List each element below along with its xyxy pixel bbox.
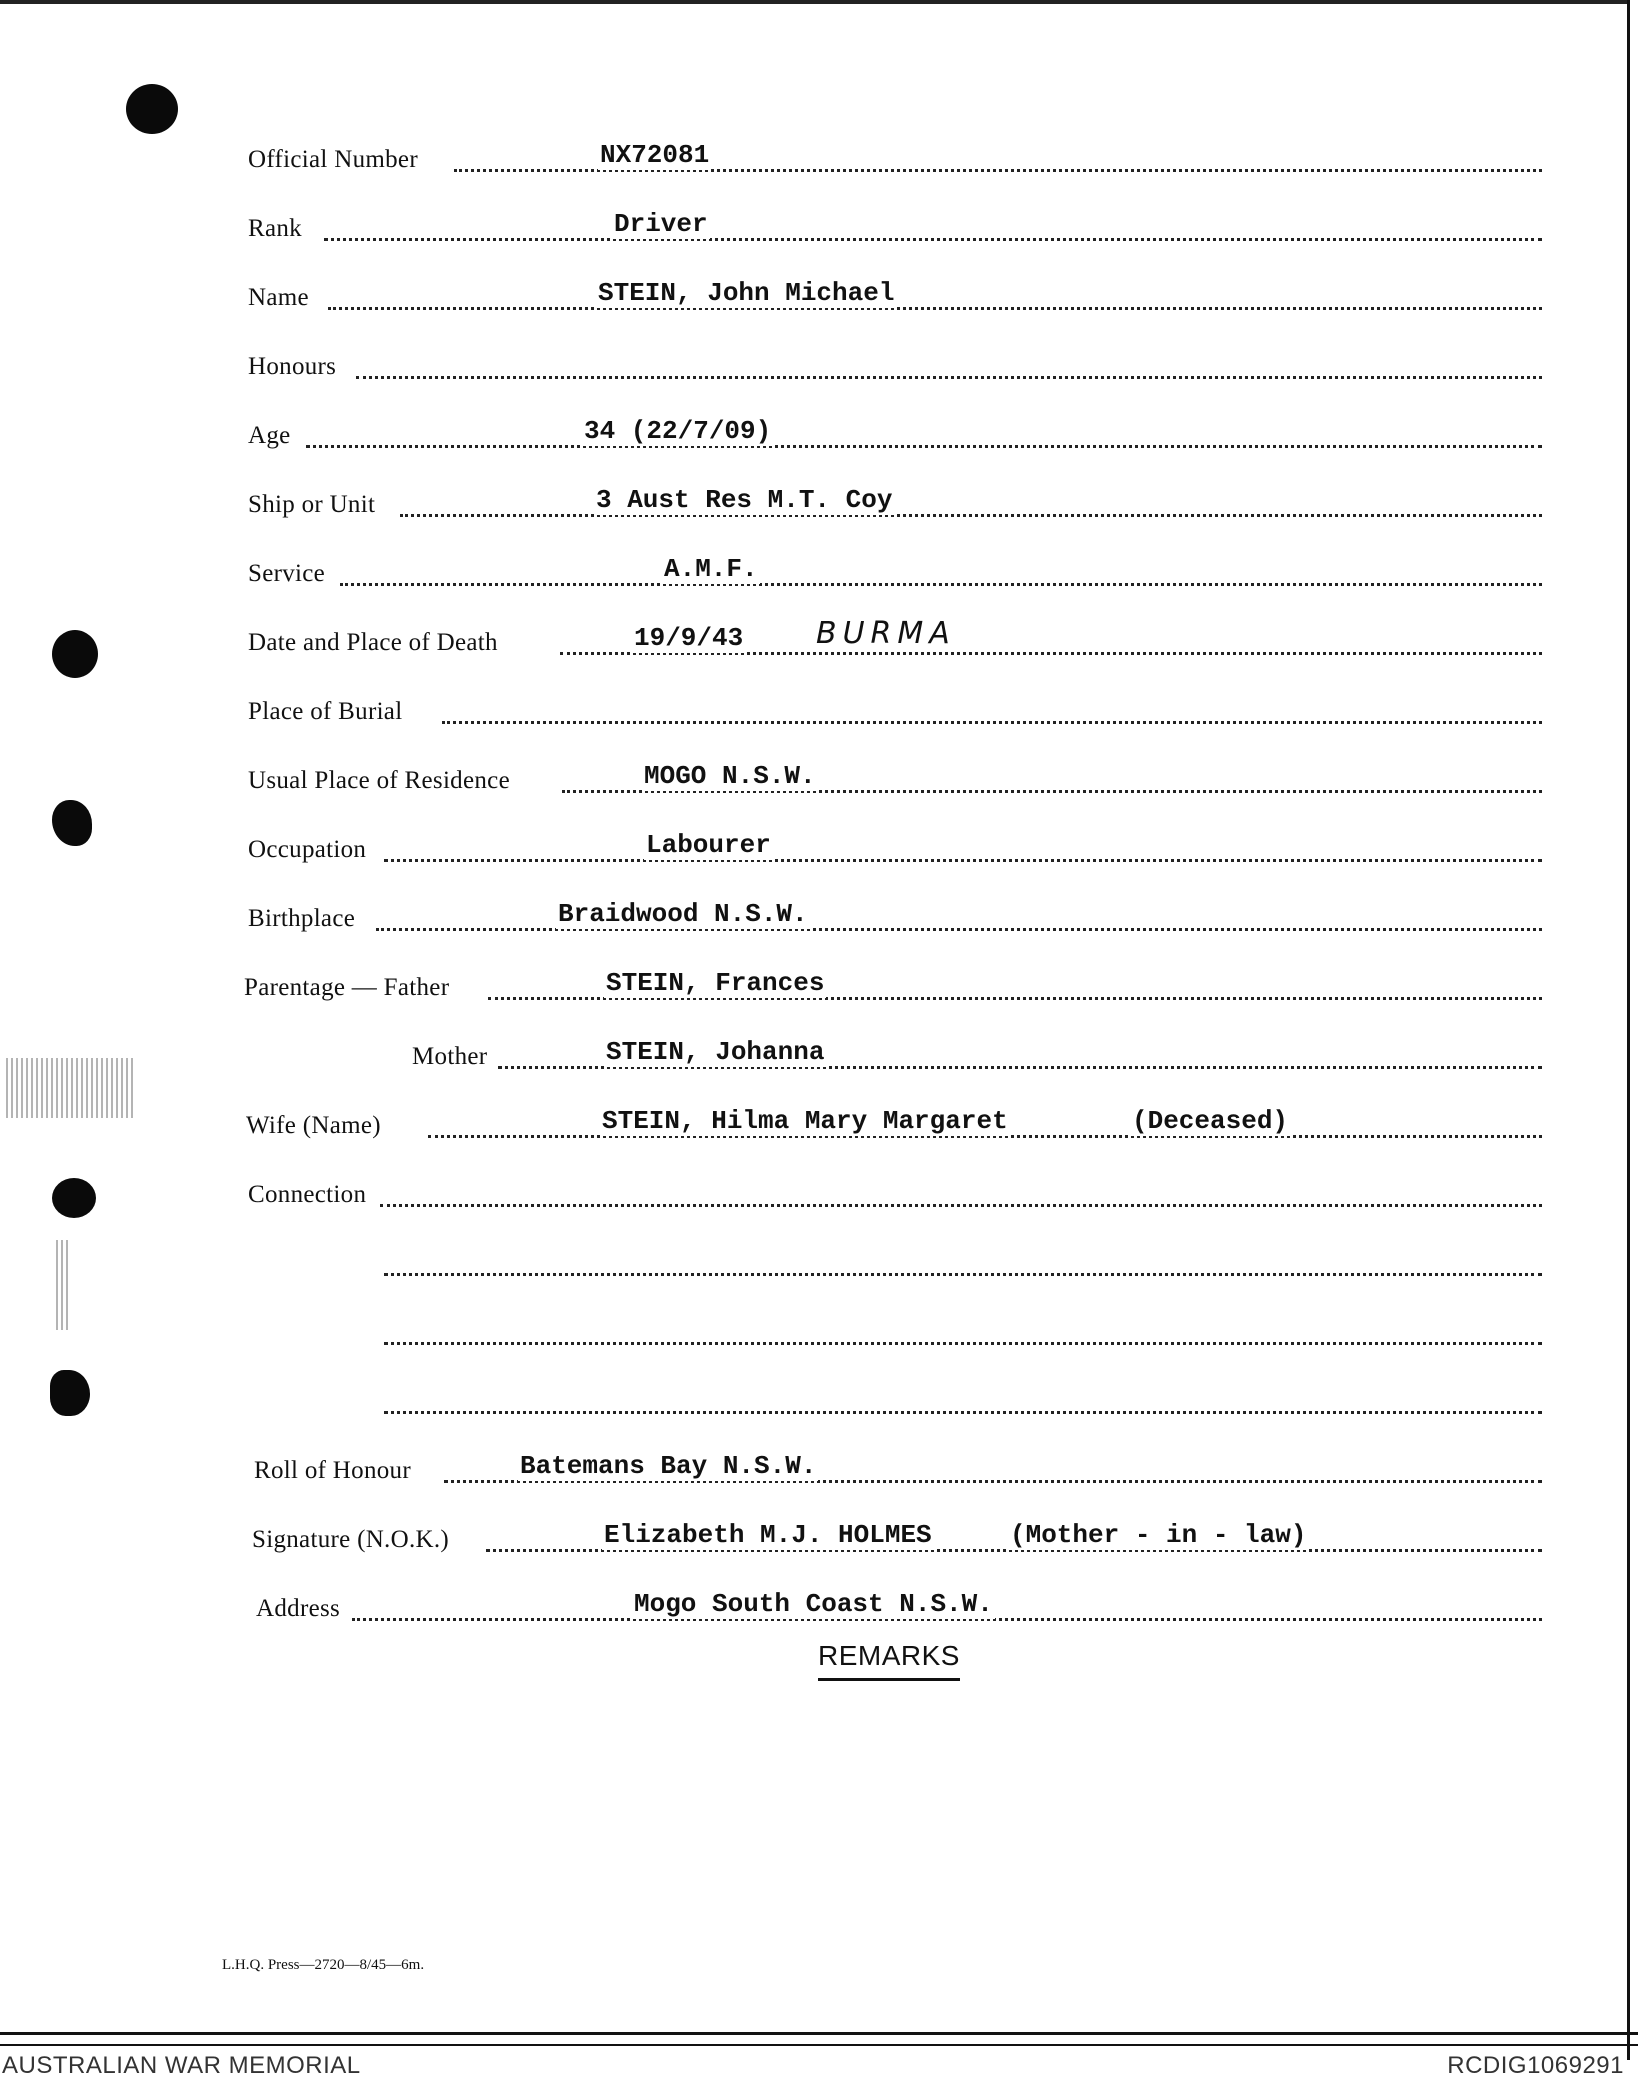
field-note: (Mother - in - law) [1010, 1520, 1307, 1550]
footer-right: RCDIG1069291 [1447, 2052, 1624, 2079]
dotted-rule [400, 514, 1542, 517]
field-label: Connection [248, 1181, 367, 1208]
field-label: Parentage — Father [244, 974, 450, 1001]
field-label: Mother [412, 1043, 488, 1070]
field-place-of-burial [248, 690, 1542, 730]
field-label: Official Number [248, 146, 418, 173]
page-edge-right [1627, 0, 1630, 2060]
footer-left: AUSTRALIAN WAR MEMORIAL [2, 2052, 361, 2079]
field-label: Usual Place of Residence [248, 767, 510, 794]
field-rank [248, 207, 1542, 247]
dotted-rule [384, 1273, 1542, 1276]
dotted-rule [376, 928, 1542, 931]
field-label: Name [248, 284, 309, 311]
field-ship-or-unit [248, 483, 1542, 523]
field-label: Honours [248, 353, 337, 380]
field-honours [248, 345, 1542, 385]
field-value: Elizabeth M.J. HOLMES [604, 1520, 932, 1550]
field-service [248, 552, 1542, 592]
field-label: Address [256, 1595, 341, 1622]
field-signature [248, 1518, 1542, 1558]
field-label: Place of Burial [248, 698, 403, 725]
dotted-rule [384, 1411, 1542, 1414]
field-occupation [248, 828, 1542, 868]
dotted-rule [328, 307, 1542, 310]
field-label: Birthplace [248, 905, 356, 932]
field-value: 19/9/43 [634, 623, 744, 653]
field-label: Occupation [248, 836, 367, 863]
dotted-rule [356, 376, 1542, 379]
punch-hole [52, 1178, 96, 1218]
connection-extra-line [248, 1311, 1542, 1351]
connection-extra-line [248, 1242, 1542, 1282]
field-value: Braidwood N.S.W. [558, 899, 808, 929]
field-age [248, 414, 1542, 454]
dotted-rule [340, 583, 1542, 586]
field-label: Roll of Honour [254, 1457, 411, 1484]
field-label: Service [248, 560, 326, 587]
field-wife [248, 1104, 1542, 1144]
field-note: (Deceased) [1132, 1106, 1289, 1136]
field-address [248, 1587, 1542, 1627]
field-label: Signature (N.O.K.) [252, 1526, 450, 1553]
bottom-rule [0, 2032, 1638, 2035]
field-value: 34 (22/7/09) [584, 416, 772, 446]
scan-smudge [6, 1058, 136, 1118]
field-value: Mogo South Coast N.S.W. [634, 1589, 993, 1619]
scan-smudge [56, 1240, 70, 1330]
dotted-rule [306, 445, 1542, 448]
field-value: NX72081 [600, 140, 710, 170]
field-official-number [248, 138, 1542, 178]
field-name [248, 276, 1542, 316]
field-label: Date and Place of Death [248, 629, 498, 656]
field-label: Ship or Unit [248, 491, 376, 518]
field-mother [248, 1035, 1542, 1075]
field-value: MOGO N.S.W. [644, 761, 816, 791]
handwritten-place: BURMA [812, 616, 960, 651]
punch-hole [52, 800, 92, 846]
punch-hole [50, 1370, 90, 1416]
press-mark: L.H.Q. Press—2720—8/45—6m. [222, 1957, 425, 1973]
punch-hole [52, 630, 98, 678]
field-birthplace [248, 897, 1542, 937]
connection-extra-line [248, 1380, 1542, 1420]
field-roll-of-honour [248, 1449, 1542, 1489]
page-edge-top [0, 0, 1630, 4]
field-value: 3 Aust Res M.T. Coy [596, 485, 893, 515]
dotted-rule [384, 1342, 1542, 1345]
field-value: STEIN, Johanna [606, 1037, 825, 1067]
field-value: STEIN, Frances [606, 968, 825, 998]
dotted-rule [380, 1204, 1542, 1207]
field-connection [248, 1173, 1542, 1213]
dotted-rule [324, 238, 1542, 241]
field-label: Rank [248, 215, 302, 242]
field-residence [248, 759, 1542, 799]
field-value: A.M.F. [664, 554, 758, 584]
field-label: Wife (Name) [246, 1112, 381, 1139]
field-value: Labourer [646, 830, 771, 860]
field-value: STEIN, John Michael [598, 278, 895, 308]
remarks-heading: REMARKS [818, 1640, 960, 1681]
field-date-place-of-death [248, 616, 1542, 661]
dotted-rule [384, 859, 1542, 862]
field-value: Batemans Bay N.S.W. [520, 1451, 817, 1481]
field-father [244, 966, 1542, 1006]
punch-hole [126, 84, 178, 134]
bottom-rule [0, 2044, 1638, 2046]
field-value: Driver [614, 209, 708, 239]
field-label: Age [248, 422, 291, 449]
dotted-rule [442, 721, 1542, 724]
field-value: STEIN, Hilma Mary Margaret [602, 1106, 1008, 1136]
